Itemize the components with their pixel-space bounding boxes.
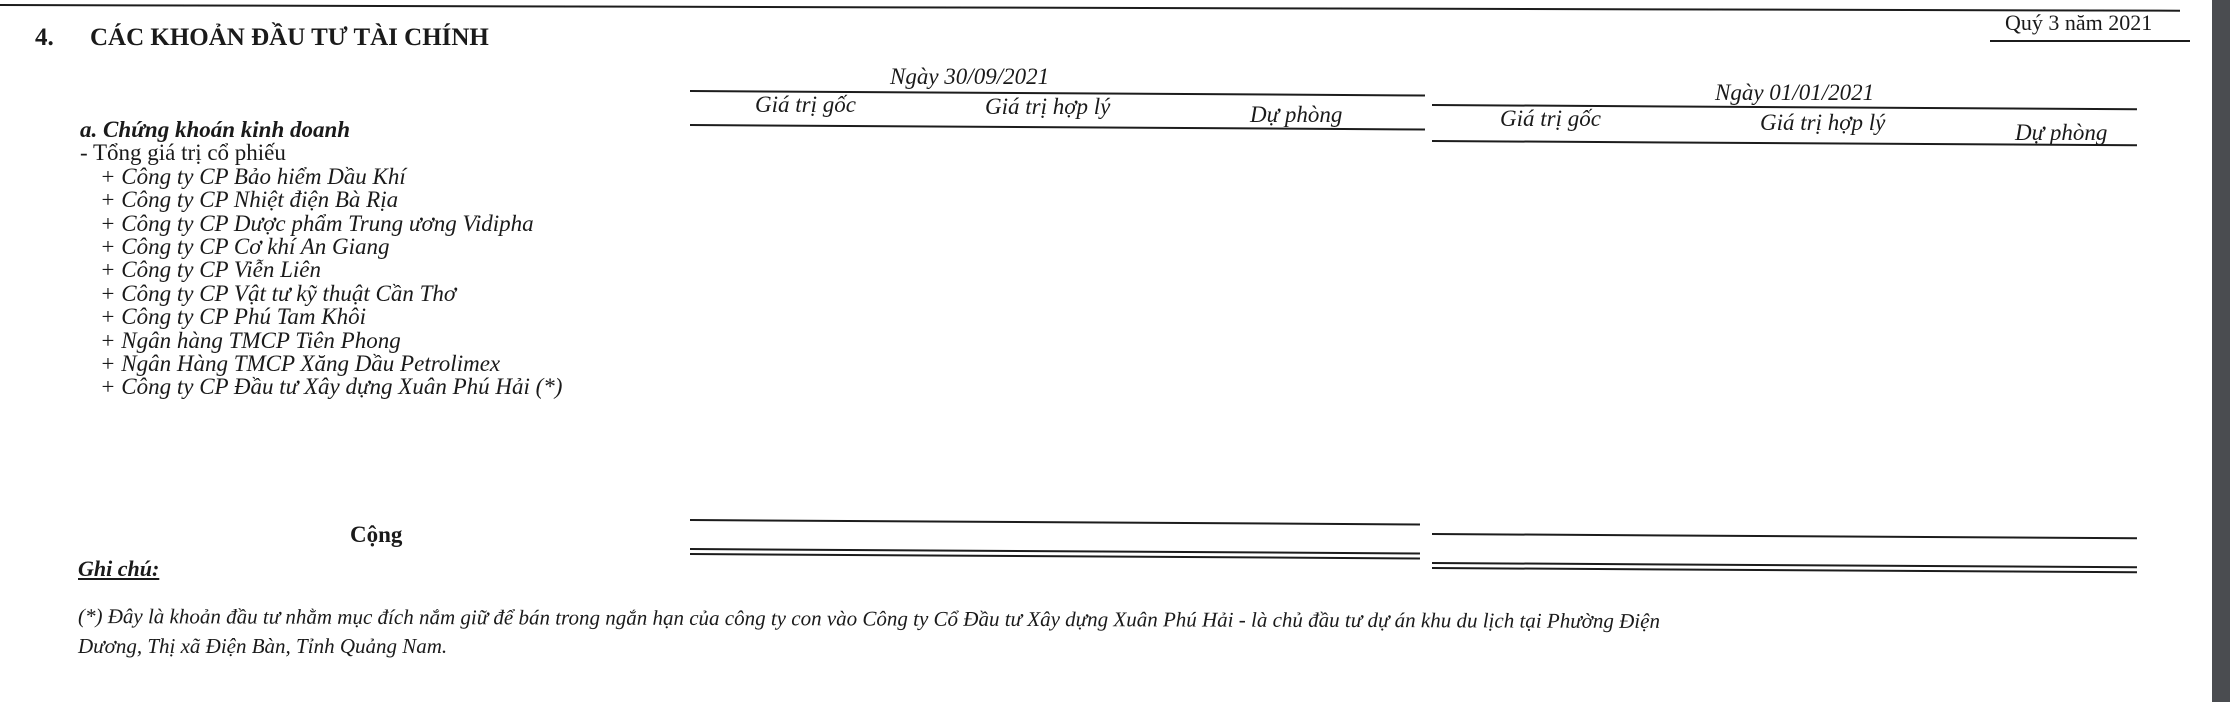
total-top-rule-1 (690, 519, 1420, 525)
row-label: + Công ty CP Vật tư kỹ thuật Cần Thơ (100, 280, 457, 306)
total-label: Cộng (350, 522, 403, 547)
row-label: + Công ty CP Phú Tam Khôi (100, 304, 367, 330)
column-header-provision-1: Dự phòng (1250, 102, 1343, 127)
row-label: + Công ty CP Bảo hiểm Dầu Khí (100, 163, 406, 189)
group-header-01-01-2021: Ngày 01/01/2021 (1715, 80, 1875, 105)
row-label: + Công ty CP Dược phẩm Trung ương Vidipha (100, 210, 534, 236)
row-label: + Công ty CP Viễn Liên (100, 257, 322, 283)
column-header-original-value-1: Giá trị gốc (755, 92, 856, 117)
section-number: 4. (35, 24, 54, 51)
row-label: + Công ty CP Nhiệt điện Bà Rịa (100, 187, 399, 213)
group-header-30-09-2021: Ngày 30/09/2021 (890, 64, 1050, 89)
period-underline (1990, 40, 2190, 42)
total-double-rule-2b (1432, 567, 2137, 573)
column-header-fair-value-2: Giá trị hợp lý (1760, 110, 1886, 135)
row-label: - Tổng giá trị cổ phiếu (80, 140, 286, 166)
total-double-rule-1b (690, 553, 1420, 559)
row-label: + Ngân hàng TMCP Tiên Phong (100, 327, 401, 353)
column-header-fair-value-1: Giá trị hợp lý (985, 94, 1111, 119)
notes-line-2: Dương, Thị xã Điện Bàn, Tỉnh Quảng Nam. (78, 634, 448, 658)
row-label: + Công ty CP Cơ khí An Giang (100, 234, 390, 259)
notes-heading: Ghi chú: (78, 556, 160, 581)
row-label: a. Chứng khoán kinh doanh (80, 117, 351, 142)
notes-line-1: (*) Đây là khoản đầu tư nhằm mục đích nắm giữ để bán trong ngắn hạn của công ty con vào Công ty Cổ Đầu tư Xây dựng Xuân Phú Hải - là chủ đầu tư dự án khu du lịch tại Phường Điện (77, 604, 1661, 633)
column-header-original-value-2: Giá trị gốc (1500, 106, 1601, 131)
column-header-provision-2: Dự phòng (2015, 120, 2108, 145)
period-label: Quý 3 năm 2021 (2005, 10, 2153, 35)
row-label: + Ngân Hàng TMCP Xăng Dầu Petrolimex (100, 351, 501, 376)
row-label: + Công ty CP Đầu tư Xây dựng Xuân Phú Hải (*) (100, 374, 563, 400)
viewer-side-border (2212, 0, 2230, 702)
section-title: CÁC KHOẢN ĐẦU TƯ TÀI CHÍNH (90, 24, 489, 51)
total-top-rule-2 (1432, 533, 2137, 539)
page-top-rule (0, 4, 2180, 12)
